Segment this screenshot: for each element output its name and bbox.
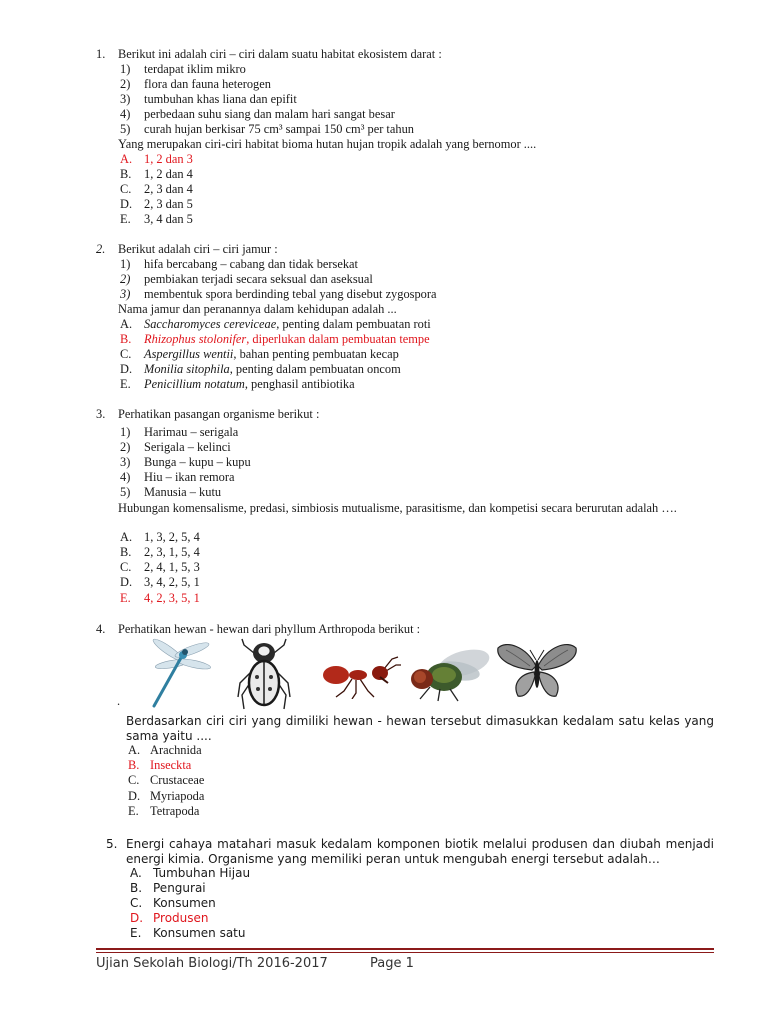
q4-dot: . bbox=[117, 694, 121, 708]
dragonfly-icon bbox=[148, 636, 214, 710]
footer-rule-thin bbox=[96, 952, 714, 953]
q4-option-e-letter: E. bbox=[128, 804, 139, 818]
q3-option-b-letter: B. bbox=[120, 545, 132, 559]
q3-question: Hubungan komensalisme, predasi, simbiosis mutualisme, parasitisme, dan kompetisi secara berurutan adalah …. bbox=[118, 501, 677, 515]
q1-question: Yang merupakan ciri-ciri habitat bioma hutan hujan tropik adalah yang bernomor .... bbox=[118, 137, 537, 151]
ant-icon bbox=[322, 655, 402, 699]
q1-option-b-letter: B. bbox=[120, 167, 132, 181]
q3-number: 3. bbox=[96, 407, 106, 421]
q2-item-2: pembiakan terjadi secara seksual dan aseksual bbox=[144, 272, 373, 286]
q4-option-a: Arachnida bbox=[150, 743, 202, 757]
footer-rule bbox=[96, 948, 714, 950]
q3-item-1-num: 1) bbox=[120, 425, 131, 439]
q2-option-d-name: Monilia sitophila bbox=[144, 362, 230, 376]
q1-option-e: 3, 4 dan 5 bbox=[144, 212, 193, 226]
q2-item-3: membentuk spora berdinding tebal yang disebut zygospora bbox=[144, 287, 437, 301]
q5-option-c: Konsumen bbox=[153, 896, 216, 910]
q2-number: 2. bbox=[96, 242, 106, 256]
q3-option-a: 1, 3, 2, 5, 4 bbox=[144, 530, 200, 544]
q2-option-e-letter: E. bbox=[120, 377, 131, 391]
q5-question: Energi cahaya matahari masuk kedalam komponen biotik melalui produsen dan diubah menjadi energi kimia. Organisme yang memiliki peran untuk mengubah energi tersebut adalah… bbox=[126, 837, 714, 866]
q1-option-d-letter: D. bbox=[120, 197, 133, 211]
q2-option-e-name: Penicillium notatum bbox=[144, 377, 245, 391]
q2-stem: Berikut adalah ciri – ciri jamur : bbox=[118, 242, 278, 256]
q5-option-e-letter: E. bbox=[130, 926, 142, 940]
q5-option-c-letter: C. bbox=[130, 896, 143, 910]
q3-item-4: Hiu – ikan remora bbox=[144, 470, 235, 484]
q3-option-d: 3, 4, 2, 5, 1 bbox=[144, 575, 200, 589]
q5-number: 5. bbox=[106, 837, 118, 851]
q1-item-1-num: 1) bbox=[120, 62, 131, 76]
q1-item-2-num: 2) bbox=[120, 77, 131, 91]
q2-option-e bbox=[144, 377, 355, 392]
q3-option-d-letter: D. bbox=[120, 575, 133, 589]
q5-option-a-letter: A. bbox=[130, 866, 142, 880]
q3-option-e-letter: E. bbox=[120, 591, 131, 605]
q2-option-d-text: , penting dalam pembuatan oncom bbox=[229, 362, 401, 376]
q3-option-a-letter: A. bbox=[120, 530, 133, 544]
q3-item-2: Serigala – kelinci bbox=[144, 440, 231, 454]
q2-option-c-text: , bahan penting pembuatan kecap bbox=[233, 347, 399, 361]
q1-item-4: perbedaan suhu siang dan malam hari sangat besar bbox=[144, 107, 395, 121]
q1-option-b: 1, 2 dan 4 bbox=[144, 167, 193, 181]
q1-option-c-letter: C. bbox=[120, 182, 132, 196]
q2-option-b-name: Rhizophus stolonifer bbox=[144, 332, 247, 346]
butterfly-icon bbox=[496, 640, 578, 704]
q2-option-e-text: , penghasil antibiotika bbox=[244, 377, 355, 391]
q3-item-5: Manusia – kutu bbox=[144, 485, 222, 499]
q4-option-d-letter: D. bbox=[128, 789, 141, 803]
q2-item-1-num: 1) bbox=[120, 257, 131, 271]
q2-option-a-text: , penting dalam pembuatan roti bbox=[276, 317, 431, 331]
fly-icon bbox=[400, 641, 494, 703]
q1-item-4-num: 4) bbox=[120, 107, 131, 121]
q4-option-e: Tetrapoda bbox=[150, 804, 200, 818]
q3-option-e: 4, 2, 3, 5, 1 bbox=[144, 591, 200, 605]
q2-option-b-letter: B. bbox=[120, 332, 132, 346]
q2-option-c-name: Aspergillus wentii bbox=[144, 347, 234, 361]
q5-option-a: Tumbuhan Hijau bbox=[153, 866, 251, 880]
q5-option-d: Produsen bbox=[153, 911, 209, 925]
q3-item-1: Harimau – serigala bbox=[144, 425, 239, 439]
q1-option-a-letter: A. bbox=[120, 152, 133, 166]
q2-item-3-num: 3) bbox=[120, 287, 131, 301]
q3-option-c-letter: C. bbox=[120, 560, 132, 574]
q4-option-c: Crustaceae bbox=[150, 773, 205, 787]
q2-option-c bbox=[144, 347, 399, 362]
q2-option-d-letter: D. bbox=[120, 362, 133, 376]
q2-item-1: hifa bercabang – cabang dan tidak bersekat bbox=[144, 257, 358, 271]
q4-option-d: Myriapoda bbox=[150, 789, 205, 803]
q2-option-a-name: Saccharomyces cereviceae bbox=[144, 317, 277, 331]
q4-option-b: Inseckta bbox=[150, 758, 192, 772]
q1-option-d: 2, 3 dan 5 bbox=[144, 197, 193, 211]
q1-number: 1. bbox=[96, 47, 106, 61]
q2-question: Nama jamur dan peranannya dalam kehidupan adalah ... bbox=[118, 302, 397, 316]
q1-item-3-num: 3) bbox=[120, 92, 131, 106]
q1-stem: Berikut ini adalah ciri – ciri dalam suatu habitat ekosistem darat : bbox=[118, 47, 442, 61]
q2-option-b-text: , diperlukan dalam pembuatan tempe bbox=[246, 332, 430, 346]
q2-option-b bbox=[144, 332, 430, 347]
q5-option-b-letter: B. bbox=[130, 881, 143, 895]
q3-stem: Perhatikan pasangan organisme berikut : bbox=[118, 407, 320, 421]
q5-option-e: Konsumen satu bbox=[153, 926, 246, 940]
q2-option-c-letter: C. bbox=[120, 347, 132, 361]
beetle-icon bbox=[236, 637, 292, 712]
q1-item-5-num: 5) bbox=[120, 122, 131, 136]
q3-item-2-num: 2) bbox=[120, 440, 131, 454]
q3-option-c: 2, 4, 1, 5, 3 bbox=[144, 560, 200, 574]
q2-option-a-letter: A. bbox=[120, 317, 133, 331]
q3-item-5-num: 5) bbox=[120, 485, 131, 499]
footer-title: Ujian Sekolah Biologi/Th 2016-2017 bbox=[96, 956, 328, 971]
q1-option-e-letter: E. bbox=[120, 212, 131, 226]
q4-option-a-letter: A. bbox=[128, 743, 141, 757]
q4-number: 4. bbox=[96, 622, 106, 636]
footer-page: Page 1 bbox=[370, 956, 414, 971]
q1-option-a: 1, 2 dan 3 bbox=[144, 152, 193, 166]
q4-option-b-letter: B. bbox=[128, 758, 140, 772]
q4-option-c-letter: C. bbox=[128, 773, 140, 787]
q2-item-2-num: 2) bbox=[120, 272, 131, 286]
q1-option-c: 2, 3 dan 4 bbox=[144, 182, 193, 196]
q3-option-b: 2, 3, 1, 5, 4 bbox=[144, 545, 200, 559]
q2-option-a bbox=[144, 317, 431, 332]
q5-option-d-letter: D. bbox=[130, 911, 144, 925]
q1-item-3: tumbuhan khas liana dan epifit bbox=[144, 92, 297, 106]
q3-item-3: Bunga – kupu – kupu bbox=[144, 455, 251, 469]
q1-item-1: terdapat iklim mikro bbox=[144, 62, 246, 76]
q3-item-3-num: 3) bbox=[120, 455, 131, 469]
q4-stem: Perhatikan hewan - hewan dari phyllum Arthropoda berikut : bbox=[118, 622, 421, 636]
q5-option-b: Pengurai bbox=[153, 881, 206, 895]
q2-option-d bbox=[144, 362, 401, 377]
q1-item-2: flora dan fauna heterogen bbox=[144, 77, 271, 91]
q3-item-4-num: 4) bbox=[120, 470, 131, 484]
q1-item-5: curah hujan berkisar 75 cm³ sampai 150 cm³ per tahun bbox=[144, 122, 414, 136]
q4-question: Berdasarkan ciri ciri yang dimiliki hewan - hewan tersebut dimasukkan kedalam satu kelas yang sama yaitu .... bbox=[126, 714, 714, 743]
